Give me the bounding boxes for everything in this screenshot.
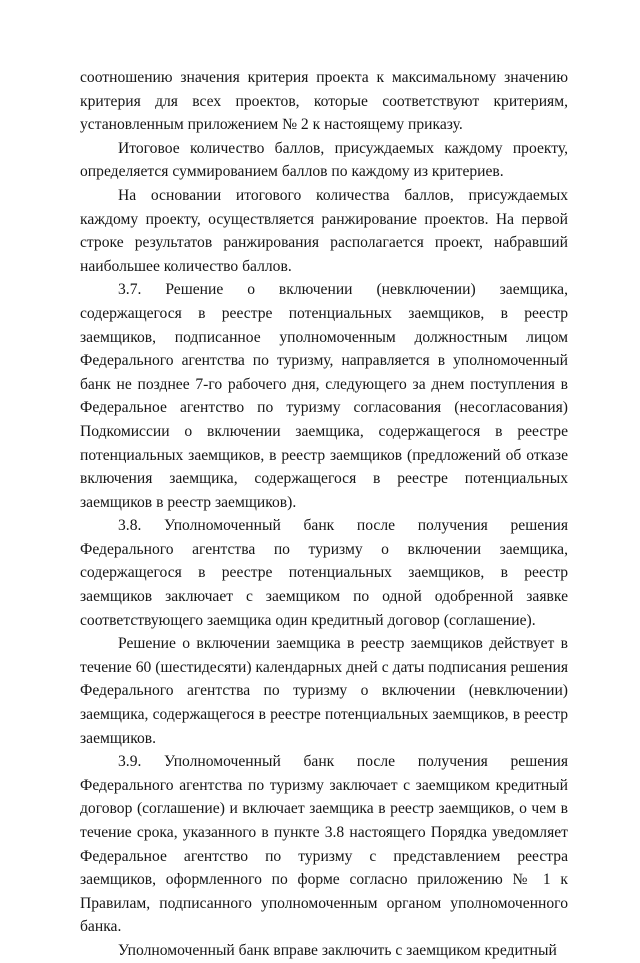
- paragraph-continuation: соотношению значения критерия проекта к максимальному значению критерия для всех проектов, которые соответствуют критериям, установленным приложением № 2 к настоящему приказу.: [80, 69, 568, 134]
- document-body: [80, 66, 568, 963]
- paragraph-decision-validity: Решение о включении заемщика в реестр заемщиков действует в течение 60 (шестидесяти) календарных дней с даты подписания решения Федерального агентства по туризму о включении (невключении) заемщика, содержащегося в реестре потенциальных заемщиков, в реестр заемщиков.: [80, 635, 568, 747]
- paragraph-clause-3-9: 3.9. Уполномоченный банк после получения решения Федерального агентства по туризму заключает с заемщиком кредитный договор (соглашение) и включает заемщика в реестр заемщиков, о чем в течение срока, указанного в пункте 3.8 настоящего Порядка уведомляет Федеральное агентство по туризму с представлением реестра заемщиков, оформленного по форме согласно приложению № 1 к Правилам, подписанного уполномоченным органом уполномоченного банка.: [80, 753, 568, 936]
- paragraph-total-score: Итоговое количество баллов, присуждаемых каждому проекту, определяется суммированием баллов по каждому из критериев.: [80, 139, 568, 181]
- paragraph-clause-3-8: 3.8. Уполномоченный банк после получения решения Федерального агентства по туризму о включении заемщика, содержащегося в реестре потенциальных заемщиков, в реестр заемщиков заключает с заемщиком по одной одобренной заявке соответствующего заемщика один кредитный договор (соглашение).: [80, 517, 568, 629]
- paragraph-clause-3-7: 3.7. Решение о включении (невключении) заемщика, содержащегося в реестре потенциальных заемщиков, в реестр заемщиков, подписанное уполномоченным должностным лицом Федерального агентства по туризму, направляется в уполномоченный банк не позднее 7-го рабочего дня, следующего за днем поступления в Федеральное агентство по туризму согласования (несогласования) Подкомиссии о включении заемщика, содержащегося в реестре потенциальных заемщиков, в реестр заемщиков (предложений об отказе включения заемщика, содержащегося в реестре потенциальных заемщиков в реестр заемщиков).: [80, 281, 568, 511]
- paragraph-bank-right: Уполномоченный банк вправе заключить с заемщиком кредитный: [118, 941, 557, 959]
- paragraph-ranking: На основании итогового количества баллов, присуждаемых каждому проекту, осуществляется ранжирование проектов. На первой строке результатов ранжирования располагается проект, набравший наибольшее количество баллов.: [80, 186, 568, 275]
